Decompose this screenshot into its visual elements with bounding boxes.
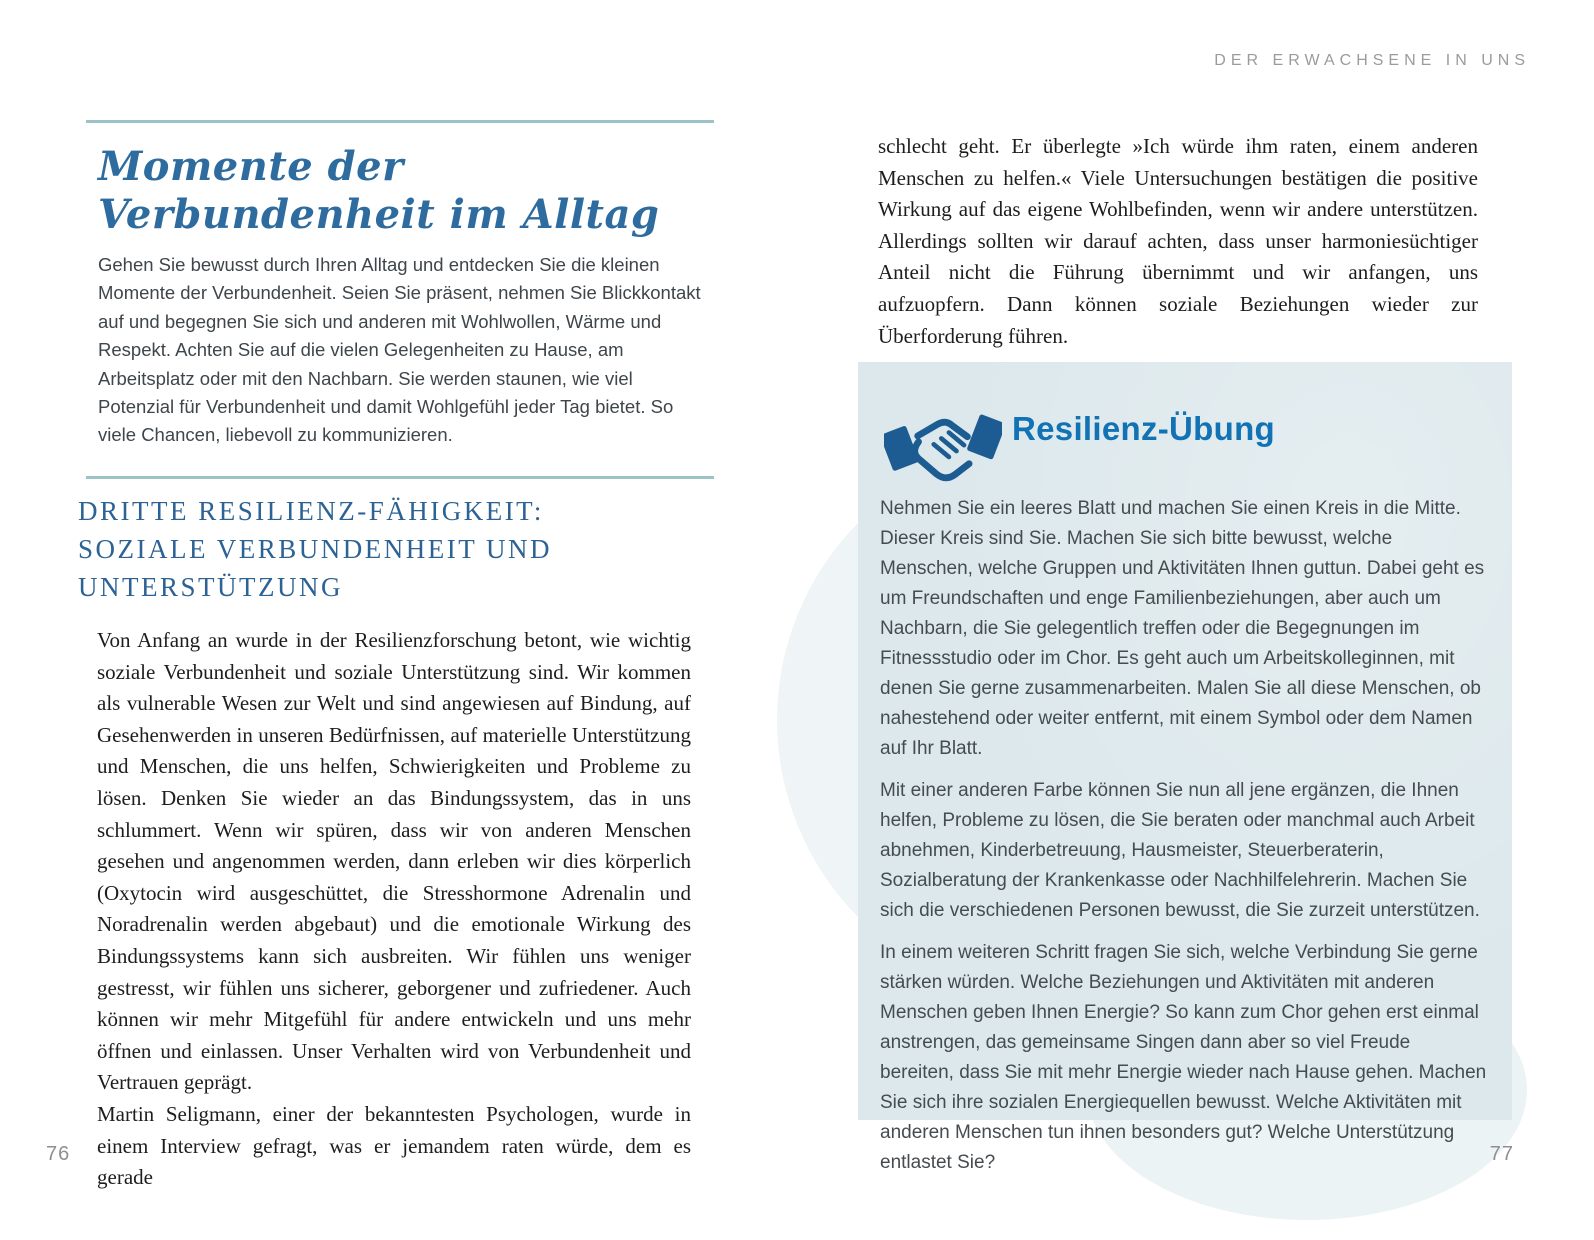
exercise-body-text [880, 494, 1488, 1190]
body-paragraph: Martin Seligmann, einer der bekanntesten Psychologen, wurde in einem Interview gefragt, was er jemandem raten würde, dem es gerade [97, 1101, 691, 1190]
connection-moments-callout [86, 120, 714, 479]
right-page [797, 0, 1594, 1240]
callout-body-text: Gehen Sie bewusst durch Ihren Alltag und entdecken Sie die kleinen Momente der Verbundenheit. Seien Sie präsent, nehmen Sie Blickkontakt auf und begegnen Sie sich und anderen mit Wohlwollen, Wärme und Respekt. Achten Sie auf die vielen Gelegenheiten zu Hause, am Arbeitsplatz oder mit den Nachbarn. Sie werden staunen, wie viel Potenzial für Verbundenheit und damit Wohlgefühl jeder Tag bietet. So viele Chancen, liebevoll zu kommunizieren. [98, 254, 701, 446]
exercise-title: Resilienz-Übung [1012, 410, 1276, 447]
running-head: DER ERWACHSENE IN UNS [1214, 52, 1530, 69]
exercise-paragraph: Nehmen Sie ein leeres Blatt und machen Sie einen Kreis in die Mitte. Dieser Kreis sind Sie. Machen Sie sich bitte bewusst, welche Menschen, welche Gruppen und Aktivitäten Ihnen guttun. Dabei geht es um Freundschaften und enge Familienbeziehungen, aber auch um Nachbarn, die Sie gelegentlich treffen oder die Begegnungen im Fitnessstudio oder im Chor. Es geht auch um Arbeitskolleginnen, mit denen Sie gerne zusammenarbeiten. Malen Sie all diese Menschen, ob nahestehend oder weiter entfernt, mit einem Symbol oder dem Namen auf Ihr Blatt. [880, 498, 1485, 759]
exercise-paragraph: In einem weiteren Schritt fragen Sie sich, welche Verbindung Sie gerne stärken würden. Welche Beziehungen und Aktivitäten mit anderen Menschen geben Ihnen Energie? So kann zum Chor gehen erst einmal anstrengen, das gemeinsame Singen dann aber so viel Freude bereiten, dass Sie mit mehr Energie wieder nach Hause gehen. Machen Sie sich ihre sozialen Energiequellen bewusst. Welche Aktivitäten mit anderen Menschen tun ihnen besonders gut? Welche Unterstützung entlastet Sie? [880, 942, 1487, 1173]
handshake-icon [884, 402, 1002, 495]
right-intro-text [878, 131, 1478, 352]
page-number-left: 76 [46, 1143, 71, 1165]
callout-title: Momente der Verbundenheit im Alltag [98, 143, 660, 238]
body-paragraph: Von Anfang an wurde in der Resilienzforschung betont, wie wichtig soziale Verbundenheit und soziale Unterstützung sind. Wir kommen als vulnerable Wesen zur Welt und sind angewiesen auf Bindung, auf Gesehenwerden in unseren Bedürfnissen, auf materielle Unterstützung und Menschen, die uns helfen, Schwierigkeiten und Probleme zu lösen. Denken Sie wieder an das Bindungssystem, das in uns schlummert. Wenn wir spüren, dass wir von anderen Menschen gesehen und angenommen werden, dann erleben wir dies körperlich (Oxytocin wird ausgeschüttet, die Stresshormone Adrenalin und Noradrenalin werden abgebaut) und die emotionale Wirkung des Bindungssystems kann sich ausbreiten. Wir fühlen uns weniger gestresst, wir fühlen uns sicherer, geborgener und zufriedener. Auch können wir mehr Mitgefühl für andere entwickeln und uns mehr öffnen und einlassen. Unser Verhalten wird von Verbundenheit und Vertrauen geprägt. [97, 628, 691, 1095]
left-body-text [97, 625, 691, 1194]
page-number-right: 77 [1489, 1143, 1514, 1165]
section-heading: DRITTE RESILIENZ-FÄHIGKEIT: SOZIALE VERBUNDENHEIT UND UNTERSTÜTZUNG [78, 496, 552, 602]
exercise-paragraph: Mit einer anderen Farbe können Sie nun all jene ergänzen, die Ihnen helfen, Probleme zu lösen, die Sie beraten oder manchmal auch Arbeit abnehmen, Kinderbetreuung, Hausmeister, Steuerberaterin, Sozialberatung der Krankenkasse oder Nachhilfelehrerin. Machen Sie sich die verschiedenen Personen bewusst, die Sie zurzeit unterstützen. [880, 780, 1480, 921]
body-paragraph: schlecht geht. Er überlegte »Ich würde ihm raten, einem anderen Menschen zu helfen.« Viele Untersuchungen bestätigen die positive Wirkung auf das eigene Wohlbefinden, wenn wir andere unterstützen. Allerdings sollten wir darauf achten, dass unser harmoniesüchtiger Anteil nicht die Führung übernimmt und wir anfangen, uns aufzuopfern. Dann können soziale Beziehungen wieder zur Überforderung führen. [878, 134, 1478, 348]
